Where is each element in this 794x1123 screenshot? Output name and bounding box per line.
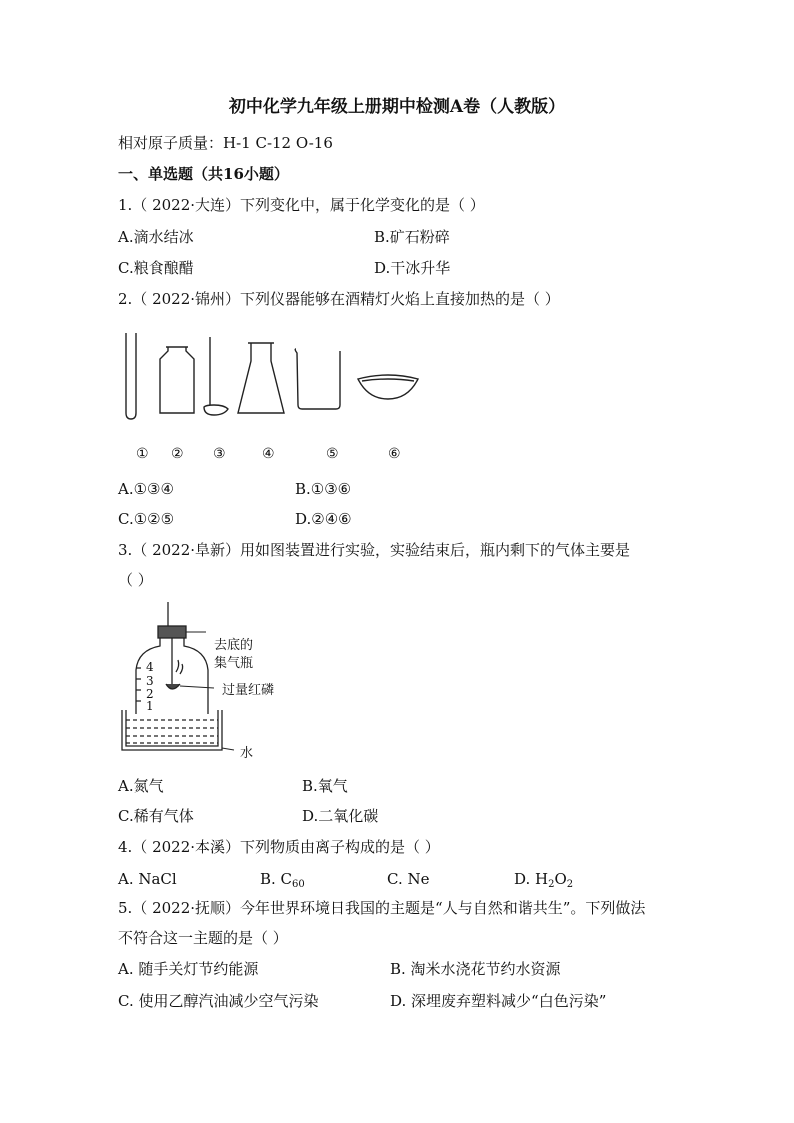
apparatus-number-5: ⑤ — [326, 446, 339, 462]
water-trough-icon — [122, 710, 222, 750]
q2-option-a: A.①③④ — [118, 480, 174, 498]
q2-option-b: B.①③⑥ — [295, 480, 352, 498]
figure-label-bottomless: 去底的 — [214, 638, 254, 653]
q3-option-b: B.氧气 — [302, 777, 348, 795]
q1-stem: 1.（ 2022·大连）下列变化中，属于化学变化的是（ ） — [118, 196, 485, 214]
q4-option-b-text: B. C — [260, 870, 293, 888]
q4-option-d-oxygen: O — [554, 870, 567, 888]
scale-label-2: 2 — [146, 687, 154, 701]
test-tube-icon — [126, 333, 136, 419]
apparatus-number-2: ② — [171, 446, 184, 462]
stopper-icon — [158, 626, 186, 638]
figure-label-water: 水 — [240, 746, 254, 761]
q4-option-a: A. NaCl — [118, 870, 177, 888]
evaporating-dish-icon — [358, 375, 418, 399]
q2-option-c: C.①②⑤ — [118, 510, 175, 528]
apparatus-number-1: ① — [136, 446, 149, 462]
q5-option-d: D. 深埋废弃塑料减少“白色污染” — [390, 992, 607, 1010]
q1-option-b: B.矿石粉碎 — [374, 228, 450, 246]
q4-option-d-text: D. H — [514, 870, 549, 888]
q1-option-d: D.干冰升华 — [374, 259, 451, 277]
figure-label-gas-bottle: 集气瓶 — [214, 656, 254, 671]
apparatus-number-4: ④ — [262, 446, 275, 462]
q3-option-d: D.二氧化碳 — [302, 807, 379, 825]
spoon-icon — [204, 337, 228, 415]
q1-option-a: A.滴水结冰 — [118, 228, 194, 246]
q2-stem: 2.（ 2022·锦州）下列仪器能够在酒精灯火焰上直接加热的是（ ） — [118, 290, 560, 308]
q5-stem-cont: 不符合这一主题的是（ ） — [118, 929, 288, 947]
q4-option-b — [260, 869, 305, 889]
scale-marks-icon — [136, 668, 141, 701]
q1-option-c: C.粮食酿醋 — [118, 259, 194, 277]
conical-flask-icon — [238, 343, 284, 413]
q3-stem: 3.（ 2022·阜新）用如图装置进行实验，实验结束后，瓶内剩下的气体主要是 — [118, 541, 631, 559]
section-heading: 一、单选题（共16小题） — [118, 165, 289, 183]
scale-label-1: 1 — [146, 699, 154, 713]
page-title: 初中化学九年级上册期中检测A卷（人教版） — [228, 97, 566, 117]
figure-label-red-phosphorus: 过量红磷 — [222, 683, 275, 698]
q5-stem: 5.（ 2022·抚顺）今年世界环境日我国的主题是“人与自然和谐共生”。下列做法 — [118, 899, 646, 917]
q5-option-c: C. 使用乙醇汽油减少空气污染 — [118, 992, 319, 1010]
apparatus-number-6: ⑥ — [388, 446, 401, 462]
lab-apparatus-figure — [118, 325, 428, 425]
q4-stem: 4.（ 2022·本溪）下列物质由离子构成的是（ ） — [118, 838, 440, 856]
scale-label-4: 4 — [146, 660, 154, 674]
q4-option-c: C. Ne — [387, 870, 430, 888]
q4-option-d-subscript-2: 2 — [566, 879, 574, 890]
q4-option-d — [514, 869, 573, 889]
apparatus-number-3: ③ — [213, 446, 226, 462]
reagent-bottle-icon — [160, 347, 194, 413]
burning-spoon-icon — [166, 638, 183, 689]
q3-option-c: C.稀有气体 — [118, 807, 194, 825]
q3-stem-cont: （ ） — [118, 571, 153, 589]
beaker-icon — [295, 349, 340, 409]
scale-label-3: 3 — [146, 674, 154, 688]
atomic-mass-line: 相对原子质量：H-1 C-12 O-16 — [118, 134, 333, 152]
q5-option-a: A. 随手关灯节约能源 — [118, 960, 259, 978]
q5-option-b: B. 淘米水浇花节约水资源 — [390, 960, 561, 978]
q3-option-a: A.氮气 — [118, 777, 164, 795]
q4-option-b-subscript: 60 — [292, 879, 305, 890]
q2-option-d: D.②④⑥ — [295, 510, 352, 528]
q4-option-d-subscript-1: 2 — [548, 879, 555, 890]
